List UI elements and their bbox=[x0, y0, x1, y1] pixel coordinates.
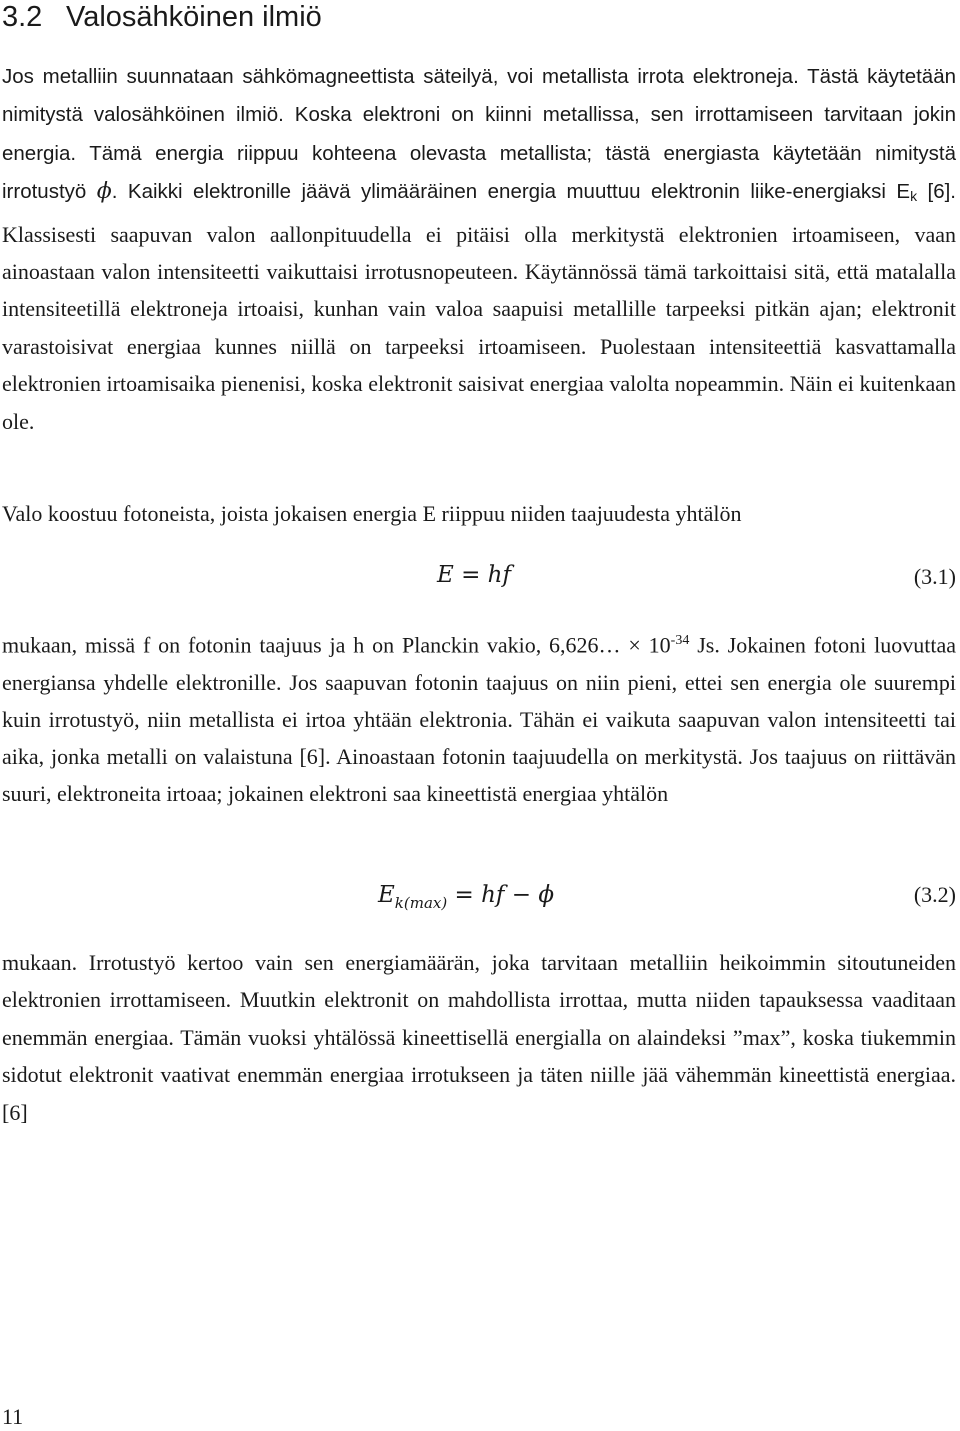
page-number: 11 bbox=[2, 1404, 24, 1429]
paragraph-work-function: mukaan. Irrotustyö kertoo vain sen energiamäärän, joka tarvitaan metalliin heikoimmin sitoutuneiden elektronien irrottamiseen. Muutkin elektronit on mahdollista irrottaa, mutta niiden tapauksessa vaaditaan enemmän energiaa. Tämän vuoksi yhtälössä kineettisellä energialla on alaindeksi ”max”, koska tiukemmin sidotut elektronit vaativat enemmän energiaa irrotukseen ja täten niille jää vähemmän kineettistä energiaa. [6] bbox=[2, 950, 956, 1125]
section-number: 3.2 bbox=[2, 1, 43, 33]
section-title: Valosähköinen ilmiö bbox=[66, 1, 322, 33]
paragraph-intro bbox=[2, 57, 956, 440]
classical-text: Klassisesti saapuvan valon aallonpituudella ei pitäisi olla merkitystä elektronien irtoamiseen, vaan ainoastaan valon intensiteetti vaikuttaisi irrotusnopeuteen. Käytännössä tämä tarkoittaisi sitä, että matalalla intensiteetillä elektroneja irtoaisi, kunhan vain valoa saapuisi metallille tarpeeksi pitkän ajan; elektronit varastoisivat energiaa kunnes niillä on tarpeeksi irtoamiseen. Puolestaan intensiteettiä kasvattamalla elektronien irtoamisaika pienenisi, koska elektronit saisivat energiaa valolta nopeammin. Näin ei kuitenkaan ole. bbox=[2, 221, 956, 434]
planck-exponent: -34 bbox=[670, 633, 690, 648]
equation-3-2-rhs: = hf − ϕ bbox=[447, 882, 555, 908]
equation-3-2-subscript: k(max) bbox=[394, 894, 448, 912]
citation-6: [6]. bbox=[917, 180, 957, 204]
equation-3-1-number: (3.1) bbox=[913, 564, 956, 589]
planck-text-cont: Js. Jokainen fotoni luovuttaa energiansa yhdelle elektronille. Jos saapuvan fotonin taajuus on niin pieni, ettei sen energia ole suurempi kuin irrotustyö, niin metallista ei irtoa yhtään elektronia. Tähän ei vaikuta saapuvan valon intensiteetti tai aika, jonka metalli on valaistuna [6]. Ainoastaan fotonin taajuudella on merkitystä. Jos taajuus on riittävän suuri, elektroneita irtoaa; jokainen elektroni saa kineettistä energiaa yhtälön bbox=[2, 632, 956, 807]
section-heading bbox=[2, 0, 952, 34]
equation-3-2-number: (3.2) bbox=[913, 882, 956, 907]
equation-3-2-lhs: E bbox=[378, 882, 395, 908]
equation-3-1-math: E = hf bbox=[437, 562, 512, 588]
equation-3-2 bbox=[0, 878, 960, 918]
planck-text: mukaan, missä f on fotonin taajuus ja h on Planckin vakio, 6,626… × 10 bbox=[2, 632, 671, 658]
equation-3-2-math bbox=[378, 882, 554, 912]
paragraph-planck bbox=[2, 622, 956, 812]
intro-text-sans: Jos metalliin suunnataan sähkömagneettista säteilyä, voi metallista irrota elektroneja. Tästä käytetään nimitystä valosähköinen ilmiö. Koska elektroni on kiinni metallissa, sen irrottamiseen tarvitaan jokin energia. Tämä energia riippuu kohteena olevasta metallista; tästä energiasta käytetään nimitystä irrotustyö bbox=[2, 65, 956, 204]
intro-text-sans-cont: . Kaikki elektronille jäävä ylimääräinen energia muuttuu elektronin liike-energiaksi E bbox=[111, 180, 911, 204]
equation-3-1 bbox=[0, 560, 960, 600]
phi-symbol: ϕ bbox=[96, 179, 112, 205]
ek-subscript: k bbox=[910, 188, 918, 205]
paragraph-photons: Valo koostuu fotoneista, joista jokaisen energia E riippuu niiden taajuudesta yhtälön bbox=[2, 501, 742, 526]
